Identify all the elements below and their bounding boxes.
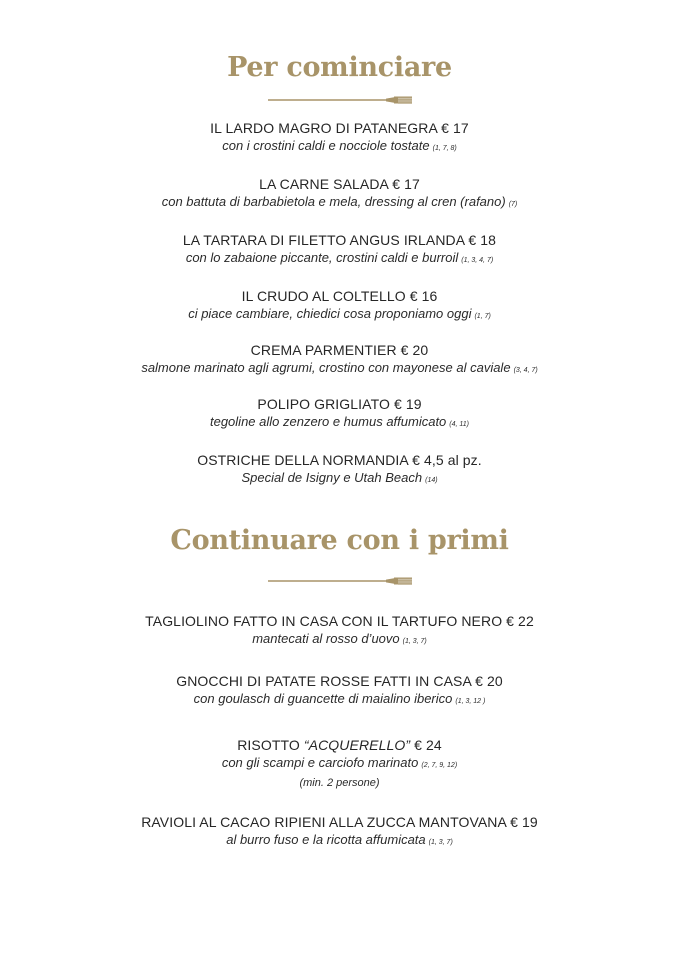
dish-name: RAVIOLI AL CACAO RIPIENI ALLA ZUCCA MANTOVANA € 19 (141, 814, 538, 830)
allergens: (1, 3, 7) (428, 839, 453, 846)
allergens: (1, 7) (474, 313, 491, 320)
dish-name: TAGLIOLINO FATTO IN CASA CON IL TARTUFO NERO € 22 (145, 613, 534, 629)
dish-name (0, 736, 679, 754)
allergens: (1, 7, 8) (432, 145, 457, 152)
menu-item (0, 231, 679, 270)
allergens: (1, 3, 4, 7) (461, 257, 494, 264)
menu-item (0, 395, 679, 434)
dish-description: con i crostini caldi e nocciole tostate (222, 138, 430, 153)
menu-item (0, 175, 679, 214)
dish-name: IL LARDO MAGRO DI PATANEGRA € 17 (210, 120, 469, 136)
dish-description: salmone marinato agli agrumi, crostino con mayonese al caviale (141, 360, 511, 375)
allergens: (14) (425, 477, 438, 484)
allergens: (7) (508, 201, 518, 208)
fork-icon (268, 95, 413, 105)
menu-item (0, 451, 679, 490)
dish-description: al burro fuso e la ricotta affumicata (226, 832, 426, 847)
section-title-per-cominciare: Per cominciare (227, 52, 452, 83)
allergens: (1, 3, 7) (402, 638, 427, 645)
menu-item (0, 813, 679, 852)
dish-description: con battuta di barbabietola e mela, dressing al cren (rafano) (161, 194, 506, 209)
menu-item (0, 287, 679, 326)
dish-name: LA TARTARA DI FILETTO ANGUS IRLANDA € 18 (182, 232, 497, 248)
fork-icon (268, 576, 413, 586)
dish-name-italic: “ACQUERELLO” (303, 737, 411, 753)
dish-description: con lo zabaione piccante, crostini caldi e burroil (185, 250, 459, 265)
menu-item (0, 612, 679, 651)
allergens: (4, 11) (449, 421, 470, 428)
dish-description: mantecati al rosso d’uovo (252, 631, 400, 646)
dish-description: con goulasch di guancette di maialino iberico (193, 691, 453, 706)
dish-description: ci piace cambiare, chiedici cosa proponiamo oggi (188, 306, 472, 321)
menu-item (0, 119, 679, 158)
dish-name: IL CRUDO AL COLTELLO € 16 (241, 288, 438, 304)
menu-item (0, 736, 679, 791)
allergens: (1, 3, 12 ) (455, 698, 486, 705)
menu-item (0, 672, 679, 711)
menu-item (0, 341, 679, 380)
dish-name: OSTRICHE DELLA NORMANDIA € 4,5 al pz. (197, 452, 482, 468)
dish-description: con gli scampi e carciofo marinato (221, 755, 419, 770)
dish-name: CREMA PARMENTIER € 20 (250, 342, 429, 358)
dish-description: Special de Isigny e Utah Beach (241, 470, 423, 485)
dish-description: tegoline allo zenzero e humus affumicato (209, 414, 447, 429)
section-title-continuare-con-i-primi: Continuare con i primi (170, 525, 509, 556)
dish-name-prefix: RISOTTO (237, 737, 304, 753)
allergens: (3, 4, 7) (513, 367, 538, 374)
allergens: (2, 7, 9, 12) (421, 762, 458, 769)
dish-note: (min. 2 persone) (299, 777, 380, 789)
dish-name: LA CARNE SALADA € 17 (259, 176, 420, 192)
dish-name: GNOCCHI DI PATATE ROSSE FATTI IN CASA € 20 (176, 673, 503, 689)
dish-name: POLIPO GRIGLIATO € 19 (257, 396, 422, 412)
dish-price: € 24 (410, 737, 442, 753)
